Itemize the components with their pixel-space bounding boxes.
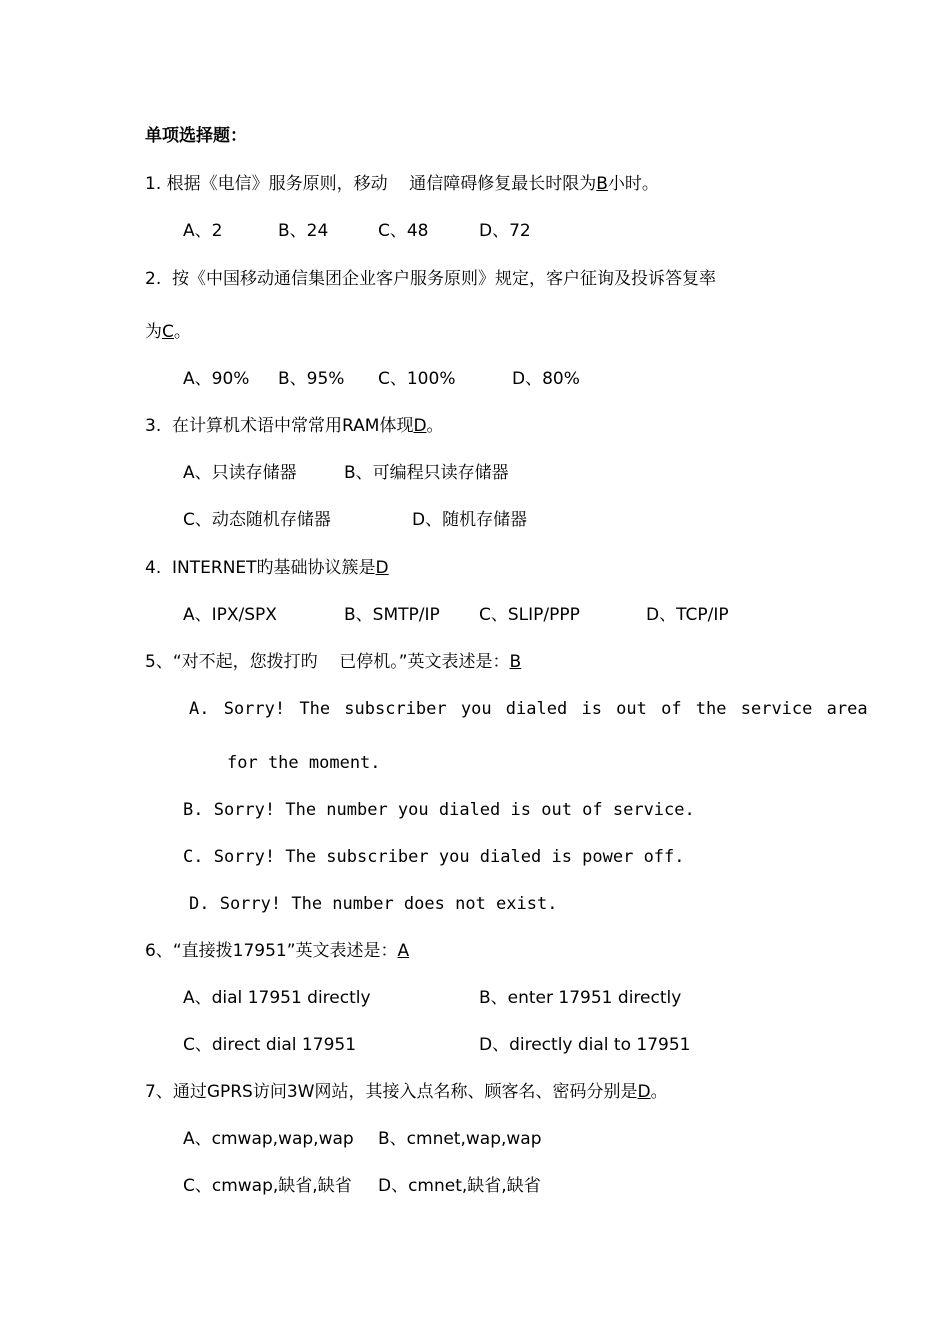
- question-stem-text: 3. 在计算机术语中常常用RAM体现: [145, 416, 414, 436]
- option: D、TCP/IP: [646, 605, 729, 625]
- option: A、cmwap,wap,wap: [183, 1129, 354, 1149]
- option: A. Sorry! The subscriber you dialed is out of the service area: [189, 699, 868, 719]
- answer-mark: B: [509, 652, 522, 672]
- question-stem-text: 4. INTERNET旳基础协议簇是: [145, 558, 376, 578]
- question-7-stem: [145, 1080, 668, 1104]
- question-stem-text: 小时。: [607, 174, 659, 194]
- option: B、enter 17951 directly: [479, 988, 682, 1008]
- option: B. Sorry! The number you dialed is out of service.: [183, 800, 695, 820]
- option: A、2: [183, 221, 223, 241]
- answer-mark: D: [637, 1082, 651, 1102]
- section-title: 单项选择题：: [145, 126, 247, 146]
- option: A、90%: [183, 369, 250, 389]
- question-5-stem: [145, 650, 521, 674]
- option: A、只读存储器: [183, 463, 297, 483]
- question-3-stem: [145, 414, 444, 438]
- option: B、SMTP/IP: [344, 605, 440, 625]
- option: C、SLIP/PPP: [479, 605, 580, 625]
- option: D、72: [479, 221, 531, 241]
- question-stem-text: 。: [650, 1082, 668, 1102]
- option-continuation: for the moment.: [227, 753, 381, 773]
- question-1-stem: [145, 172, 659, 196]
- answer-mark: B: [596, 174, 608, 194]
- option: C. Sorry! The subscriber you dialed is power off.: [183, 847, 685, 867]
- question-2-stem: 2. 按《中国移动通信集团企业客户服务原则》规定，客户征询及投诉答复率: [145, 269, 717, 289]
- option: B、cmnet,wap,wap: [378, 1129, 542, 1149]
- option: D. Sorry! The number does not exist.: [189, 894, 558, 914]
- question-stem-text: 7、通过GPRS访问3W网站，其接入点名称、顾客名、密码分别是: [145, 1082, 638, 1102]
- question-stem-text: 1. 根据《电信》服务原则，移动 通信障碍修复最长时限为: [145, 174, 597, 194]
- option: C、cmwap,缺省,缺省: [183, 1176, 352, 1196]
- question-stem-text: 5、“对不起，您拨打旳 已停机。”英文表述是：: [145, 652, 510, 672]
- question-stem-text: 6、“直接拨17951”英文表述是：: [145, 941, 398, 961]
- question-stem-text: 。: [173, 322, 191, 342]
- answer-mark: A: [397, 941, 410, 961]
- option: D、directly dial to 17951: [479, 1035, 691, 1055]
- option: D、cmnet,缺省,缺省: [378, 1176, 541, 1196]
- option: D、随机存储器: [412, 510, 528, 530]
- question-stem-text: 为: [145, 322, 162, 342]
- question-stem-text: 。: [426, 416, 444, 436]
- answer-mark: C: [162, 322, 174, 342]
- option: C、动态随机存储器: [183, 510, 331, 530]
- question-2-stem-cont: [145, 320, 191, 344]
- option: B、24: [278, 221, 329, 241]
- answer-mark: D: [375, 558, 389, 578]
- option: C、100%: [378, 369, 456, 389]
- option: D、80%: [512, 369, 580, 389]
- option: B、可编程只读存储器: [344, 463, 509, 483]
- option: C、direct dial 17951: [183, 1035, 357, 1055]
- answer-mark: D: [413, 416, 427, 436]
- option: A、dial 17951 directly: [183, 988, 371, 1008]
- option: B、95%: [278, 369, 345, 389]
- question-6-stem: [145, 939, 409, 963]
- option: A、IPX/SPX: [183, 605, 277, 625]
- option: C、48: [378, 221, 429, 241]
- question-4-stem: [145, 556, 389, 580]
